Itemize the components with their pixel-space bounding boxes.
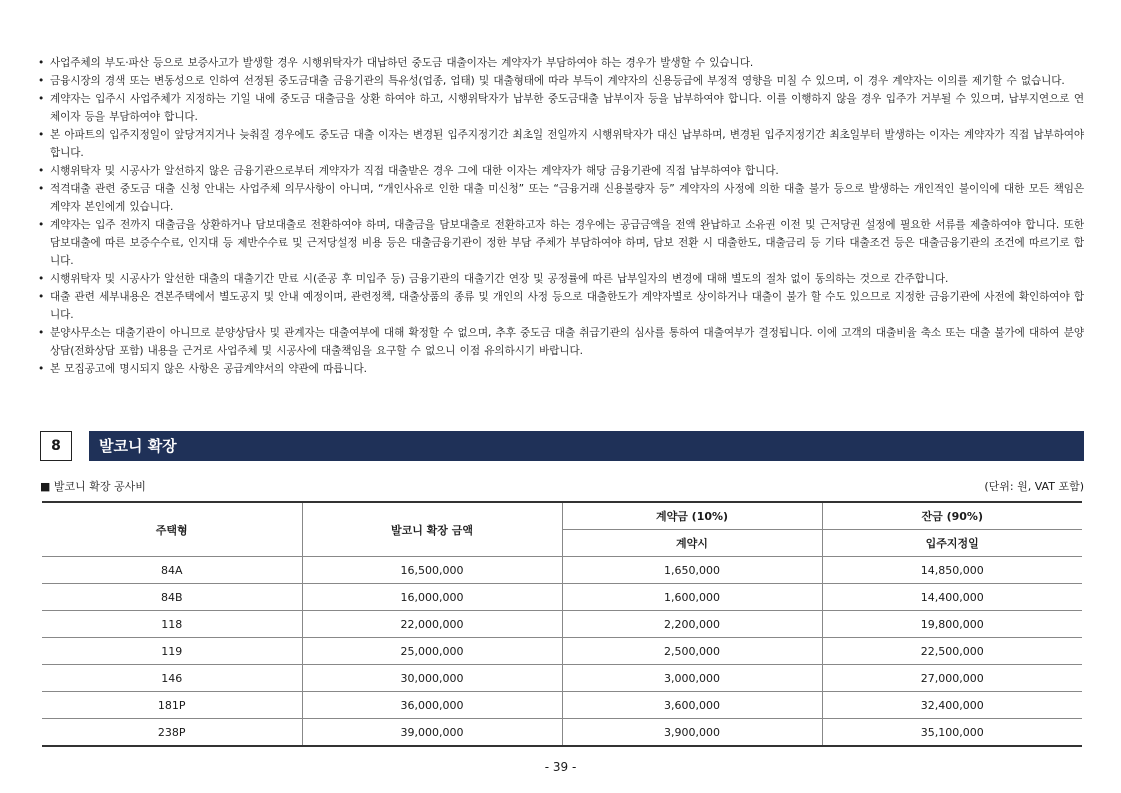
cell-amount: 25,000,000 [302, 638, 562, 665]
cell-type: 119 [42, 638, 302, 665]
cell-balance: 35,100,000 [822, 719, 1082, 747]
notice-item [38, 270, 1084, 288]
cell-deposit: 1,600,000 [562, 584, 822, 611]
cell-balance: 27,000,000 [822, 665, 1082, 692]
bullet: • [38, 219, 45, 231]
bullet: • [38, 363, 45, 375]
notice-item [38, 162, 1084, 180]
header-balance: 잔금 (90%) [822, 502, 1082, 530]
cell-deposit: 3,900,000 [562, 719, 822, 747]
cell-amount: 39,000,000 [302, 719, 562, 747]
header-deposit-sub: 계약시 [562, 530, 822, 557]
square-bullet-icon: ■ [40, 480, 51, 493]
header-deposit: 계약금 (10%) [562, 502, 822, 530]
cell-type: 238P [42, 719, 302, 747]
cell-deposit: 3,000,000 [562, 665, 822, 692]
bullet: • [38, 291, 45, 303]
header-amount: 발코니 확장 금액 [302, 502, 562, 557]
bullet: • [38, 93, 45, 105]
cell-type: 118 [42, 611, 302, 638]
cell-amount: 16,500,000 [302, 557, 562, 584]
header-type: 주택형 [42, 502, 302, 557]
notice-item [38, 216, 1084, 270]
cell-balance: 19,800,000 [822, 611, 1082, 638]
notice-item [38, 90, 1084, 126]
cell-type: 146 [42, 665, 302, 692]
bullet: • [38, 75, 45, 87]
cell-balance: 14,400,000 [822, 584, 1082, 611]
table-row [42, 638, 1082, 665]
cell-deposit: 1,650,000 [562, 557, 822, 584]
cell-deposit: 2,500,000 [562, 638, 822, 665]
table-title: 발코니 확장 공사비 [53, 480, 146, 493]
notice-text: 본 아파트의 입주지정일이 앞당겨지거나 늦춰질 경우에도 중도금 대출 이자는 변경된 입주지정기간 최초일 전일까지 시행위탁자가 대신 납부하며, 변경된 입주지정기간 최초일부터 발생하는 이자는 계약자가 직접 납부하여야 합니다. [50, 129, 1084, 159]
cell-deposit: 2,200,000 [562, 611, 822, 638]
cell-deposit: 3,600,000 [562, 692, 822, 719]
table-row [42, 665, 1082, 692]
cell-balance: 14,850,000 [822, 557, 1082, 584]
table-row [42, 692, 1082, 719]
balcony-cost-table [42, 501, 1082, 747]
notice-text: 시행위탁자 및 시공사가 알선하지 않은 금융기관으로부터 계약자가 직접 대출받은 경우 그에 대한 이자는 계약자가 해당 금융기관에 직접 납부하여야 합니다. [50, 165, 779, 177]
section-title: 발코니 확장 [89, 431, 1084, 461]
bullet: • [38, 327, 45, 339]
page-number: - 39 - [544, 760, 577, 774]
notice-item [38, 324, 1084, 360]
notice-item [38, 54, 1084, 72]
section-number: 8 [40, 431, 72, 461]
notice-list [38, 54, 1084, 378]
notice-text: 본 모집공고에 명시되지 않은 사항은 공급계약서의 약관에 따릅니다. [50, 363, 367, 375]
notice-text: 대출 관련 세부내용은 견본주택에서 별도공지 및 안내 예정이며, 관련정책, 대출상품의 종류 및 개인의 사정 등으로 대출한도가 계약자별로 상이하거나 대출이 불가 할 수도 있으므로 지정한 금융기관에 사전에 확인하여야 합니다. [50, 291, 1084, 321]
bullet: • [38, 129, 45, 141]
notice-item [38, 72, 1084, 90]
bullet: • [38, 57, 45, 69]
cell-balance: 32,400,000 [822, 692, 1082, 719]
cell-type: 84A [42, 557, 302, 584]
cell-amount: 22,000,000 [302, 611, 562, 638]
notice-item [38, 360, 1084, 378]
notice-text: 분양사무소는 대출기관이 아니므로 분양상담사 및 관계자는 대출여부에 대해 확정할 수 없으며, 추후 중도금 대출 취급기관의 심사를 통하여 대출여부가 결정됩니다. 이에 고객의 대출비율 축소 또는 대출 불가에 대하여 분양상담(전화상담 포함) 내용을 근거로 사업주체 및 시공사에 대출책임을 요구할 수 없으니 이점 유의하시기 바랍니다. [50, 327, 1084, 357]
unit-note: (단위: 원, VAT 포함) [984, 480, 1084, 493]
notice-text: 계약자는 입주 전까지 대출금을 상환하거나 담보대출로 전환하여야 하며, 대출금을 담보대출로 전환하고자 하는 경우에는 공급금액을 전액 완납하고 소유권 이전 및 근저당권 설정에 필요한 서류를 제출하여야 합니다. 또한 담보대출에 따른 보증수수료, 인지대 등 제반수수료 및 근저당설정 비용 등은 대출금융기관이 정한 부담 주체가 부담하여야 하며, 담보 전환 시 대출한도, 대출금리 등 기타 대출조건 등은 대출금융기관의 조건에 따르기로 합니다. [50, 219, 1084, 267]
notice-item [38, 288, 1084, 324]
header-balance-sub: 입주지정일 [822, 530, 1082, 557]
table-caption [40, 478, 1084, 494]
cell-amount: 36,000,000 [302, 692, 562, 719]
notice-text: 금융시장의 경색 또는 변동성으로 인하여 선정된 중도금대출 금융기관의 특유성(업종, 업태) 및 대출형태에 따라 부득이 계약자의 신용등급에 부정적 영향을 미칠 수 있으며, 이 경우 계약자는 이의를 제기할 수 없습니다. [50, 75, 1065, 87]
table-row [42, 611, 1082, 638]
table-row [42, 557, 1082, 584]
cell-amount: 16,000,000 [302, 584, 562, 611]
notice-text: 적격대출 관련 중도금 대출 신청 안내는 사업주체 의무사항이 아니며, “개인사유로 인한 대출 미신청” 또는 “금융거래 신용불량자 등” 계약자의 사정에 의한 대출 불가 등으로 발생하는 개인적인 불이익에 대한 모든 책임은 계약자 본인에게 있습니다. [50, 183, 1084, 213]
notice-text: 시행위탁자 및 시공사가 알선한 대출의 대출기간 만료 시(준공 후 미입주 등) 금융기관의 대출기간 연장 및 공정률에 따른 납부일자의 변경에 대해 별도의 절차 없이 동의하는 것으로 간주합니다. [50, 273, 949, 285]
cell-type: 181P [42, 692, 302, 719]
cell-balance: 22,500,000 [822, 638, 1082, 665]
notice-text: 계약자는 입주시 사업주체가 지정하는 기일 내에 중도금 대출금을 상환 하여야 하고, 시행위탁자가 납부한 중도금대출 납부이자 등을 납부하여야 합니다. 이를 이행하지 않을 경우 입주가 거부될 수 있으며, 납부지연으로 연체이자 등을 부담하여야 합니다. [50, 93, 1084, 123]
notice-item [38, 180, 1084, 216]
bullet: • [38, 165, 45, 177]
notice-text: 사업주체의 부도·파산 등으로 보증사고가 발생할 경우 시행위탁자가 대납하던 중도금 대출이자는 계약자가 부담하여야 하는 경우가 발생할 수 있습니다. [50, 57, 754, 69]
bullet: • [38, 273, 45, 285]
cell-type: 84B [42, 584, 302, 611]
notice-item [38, 126, 1084, 162]
section-header [40, 431, 1084, 461]
cell-amount: 30,000,000 [302, 665, 562, 692]
table-row [42, 719, 1082, 747]
table-row [42, 584, 1082, 611]
bullet: • [38, 183, 45, 195]
